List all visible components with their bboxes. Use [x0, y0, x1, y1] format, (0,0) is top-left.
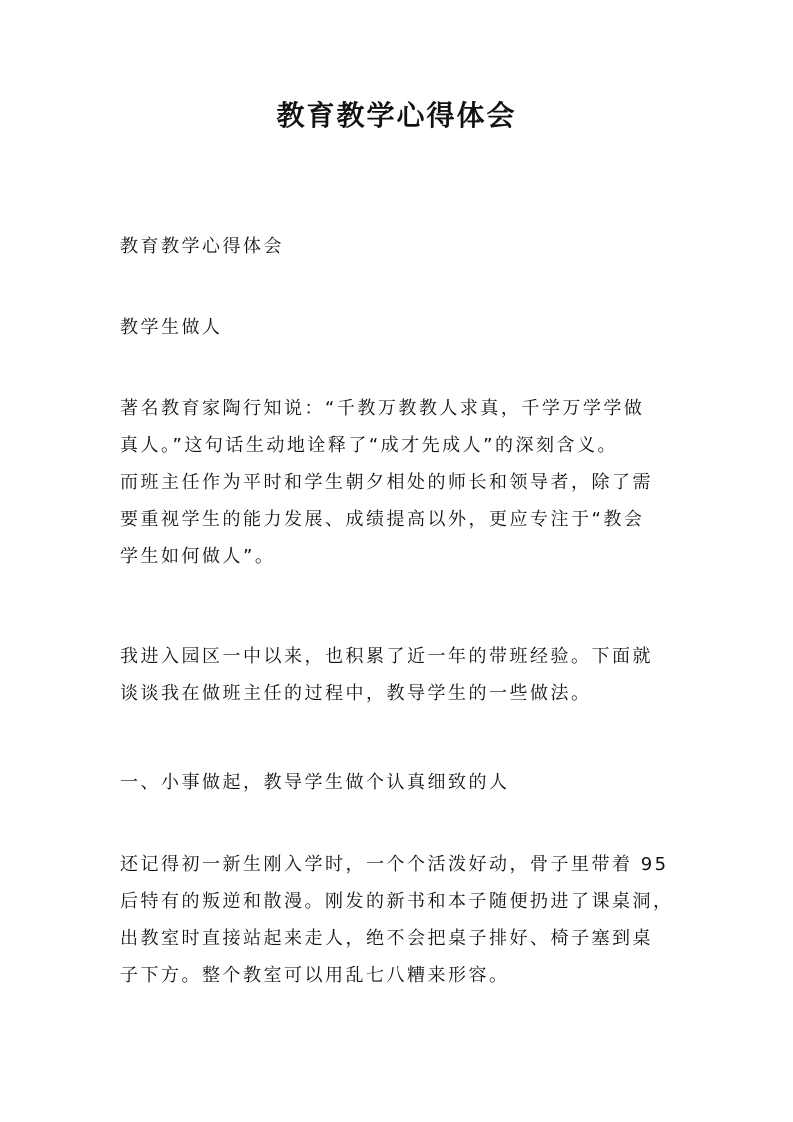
paragraph-line: 我进入园区一中以来，也积累了近一年的带班经验。下面就	[120, 646, 653, 667]
paragraph-1	[120, 390, 680, 575]
point-1-heading: 一、小事做起，教导学生做个认真细致的人	[120, 772, 510, 793]
paragraph-line: 而班主任作为平时和学生朝夕相处的师长和领导者，除了需	[120, 472, 653, 493]
document-subtitle: 教育教学心得体会	[120, 236, 284, 257]
paragraph-line: 出教室时直接站起来走人，绝不会把桌子排好、椅子塞到桌	[120, 928, 653, 949]
document-title: 教育教学心得体会	[276, 99, 517, 132]
paragraph-line: 子下方。整个教室可以用乱七八糟来形容。	[120, 965, 510, 986]
paragraph-line: 后特有的叛逆和散漫。刚发的新书和本子随便扔进了课桌洞，	[120, 891, 674, 912]
paragraph-line: 要重视学生的能力发展、成绩提高以外，更应专注于“教会	[120, 509, 645, 530]
paragraph-line: 学生如何做人”。	[120, 546, 276, 567]
paragraph-line: 著名教育家陶行知说：“千教万教教人求真，千学万学学做	[120, 398, 645, 419]
paragraph-3	[120, 846, 680, 994]
paragraph-line: 还记得初一新生刚入学时，一个个活泼好动，骨子里带着 95	[120, 854, 669, 875]
paragraph-line: 谈谈我在做班主任的过程中，教导学生的一些做法。	[120, 683, 592, 704]
section-heading: 教学生做人	[120, 317, 223, 338]
paragraph-2	[120, 638, 680, 712]
paragraph-line: 真人。”这句话生动地诠释了“成才先成人”的深刻含义。	[120, 435, 618, 456]
